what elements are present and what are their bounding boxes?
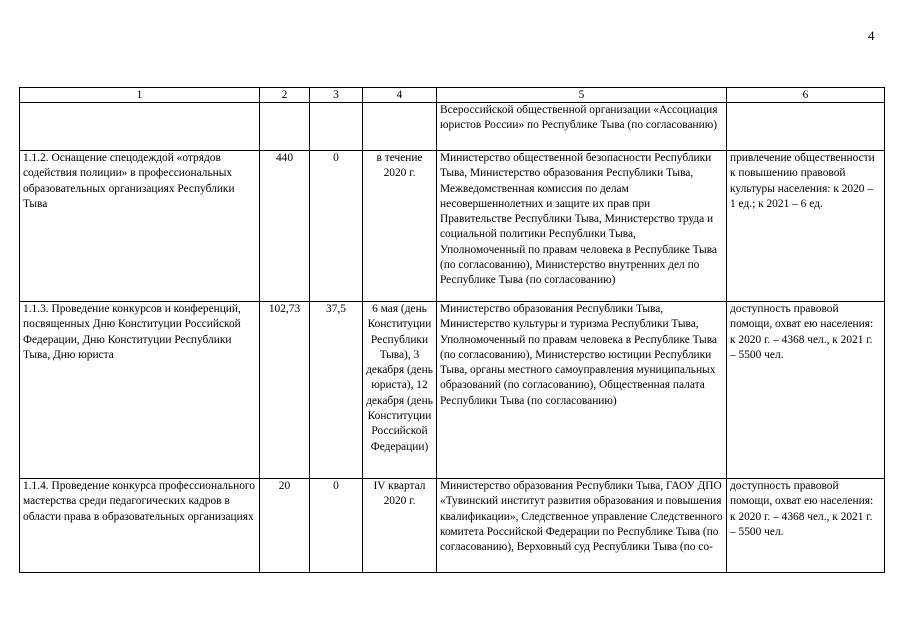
- column-header: 3: [310, 88, 363, 103]
- responsible-cell: Министерство образования Республики Тыва, Министерство культуры и туризма Республики Тыва, Уполномоченный по правам человека в Республике Тыва (по согласованию), Министерство юстиции Республики Тыва, органы местного самоуправления муниципальных образований (по согласованию), Общественная палата Республики Тыва (по согласованию): [437, 302, 727, 479]
- responsible-cell: Министерство общественной безопасности Республики Тыва, Министерство образования Республики Тыва, Межведомственная комиссия по делам несовершеннолетних и защите их прав при Правительстве Республики Тыва, Министерство труда и социальной политики Республики Тыва, Уполномоченный по правам человека в Республике Тыва (по согласованию), Министерство внутренних дел по Республике Тыва (по согласованию): [437, 151, 727, 302]
- activity-cell: 1.1.2. Оснащение спецодеждой «отрядов содействия полиции» в профессиональных образовательных организациях Республики Тыва: [20, 151, 260, 302]
- amount-cell: 102,73: [260, 302, 310, 479]
- amount-cell: [260, 103, 310, 151]
- deadline-cell: в течение 2020 г.: [363, 151, 437, 302]
- program-table: [19, 87, 885, 573]
- deadline-cell: IV квартал 2020 г.: [363, 479, 437, 573]
- column-header: 1: [20, 88, 260, 103]
- column-header: 6: [727, 88, 885, 103]
- activity-cell: 1.1.3. Проведение конкурсов и конференций, посвященных Дню Конституции Российской Федерации, Дню Конституции Республики Тыва, Дню юриста: [20, 302, 260, 479]
- table-row: [20, 103, 885, 151]
- amount-cell: 0: [310, 479, 363, 573]
- table-row: [20, 479, 885, 573]
- amount-cell: [310, 103, 363, 151]
- indicator-cell: [727, 103, 885, 151]
- responsible-cell: Всероссийской общественной организации «Ассоциация юристов России» по Республике Тыва (по согласованию): [437, 103, 727, 151]
- column-header: 5: [437, 88, 727, 103]
- amount-cell: 440: [260, 151, 310, 302]
- indicator-cell: привлечение общественности к повышению правовой культуры населения: к 2020 – 1 ед.; к 2021 – 6 ед.: [727, 151, 885, 302]
- activity-cell: 1.1.4. Проведение конкурса профессионального мастерства среди педагогических кадров в области права в образовательных организациях: [20, 479, 260, 573]
- responsible-cell: Министерство образования Республики Тыва, ГАОУ ДПО «Тувинский институт развития образования и повышения квалификации», Следственное управление Следственного комитета Российской Федерации по Республике Тыва (по согласованию), Верховный суд Республики Тыва (по со-: [437, 479, 727, 573]
- column-header: 4: [363, 88, 437, 103]
- indicator-cell: доступность правовой помощи, охват ею населения: к 2020 г. – 4368 чел., к 2021 г. – 5500 чел.: [727, 479, 885, 573]
- indicator-cell: доступность правовой помощи, охват ею населения: к 2020 г. – 4368 чел., к 2021 г. – 5500 чел.: [727, 302, 885, 479]
- table-row: [20, 302, 885, 479]
- deadline-cell: [363, 103, 437, 151]
- amount-cell: 20: [260, 479, 310, 573]
- table-header-row: [20, 88, 885, 103]
- amount-cell: 0: [310, 151, 363, 302]
- column-header: 2: [260, 88, 310, 103]
- amount-cell: 37,5: [310, 302, 363, 479]
- page-number: 4: [868, 28, 875, 43]
- activity-cell: [20, 103, 260, 151]
- deadline-cell: 6 мая (день Конституции Республики Тыва), 3 декабря (день юриста), 12 декабря (день Конституции Российской Федерации): [363, 302, 437, 479]
- table-row: [20, 151, 885, 302]
